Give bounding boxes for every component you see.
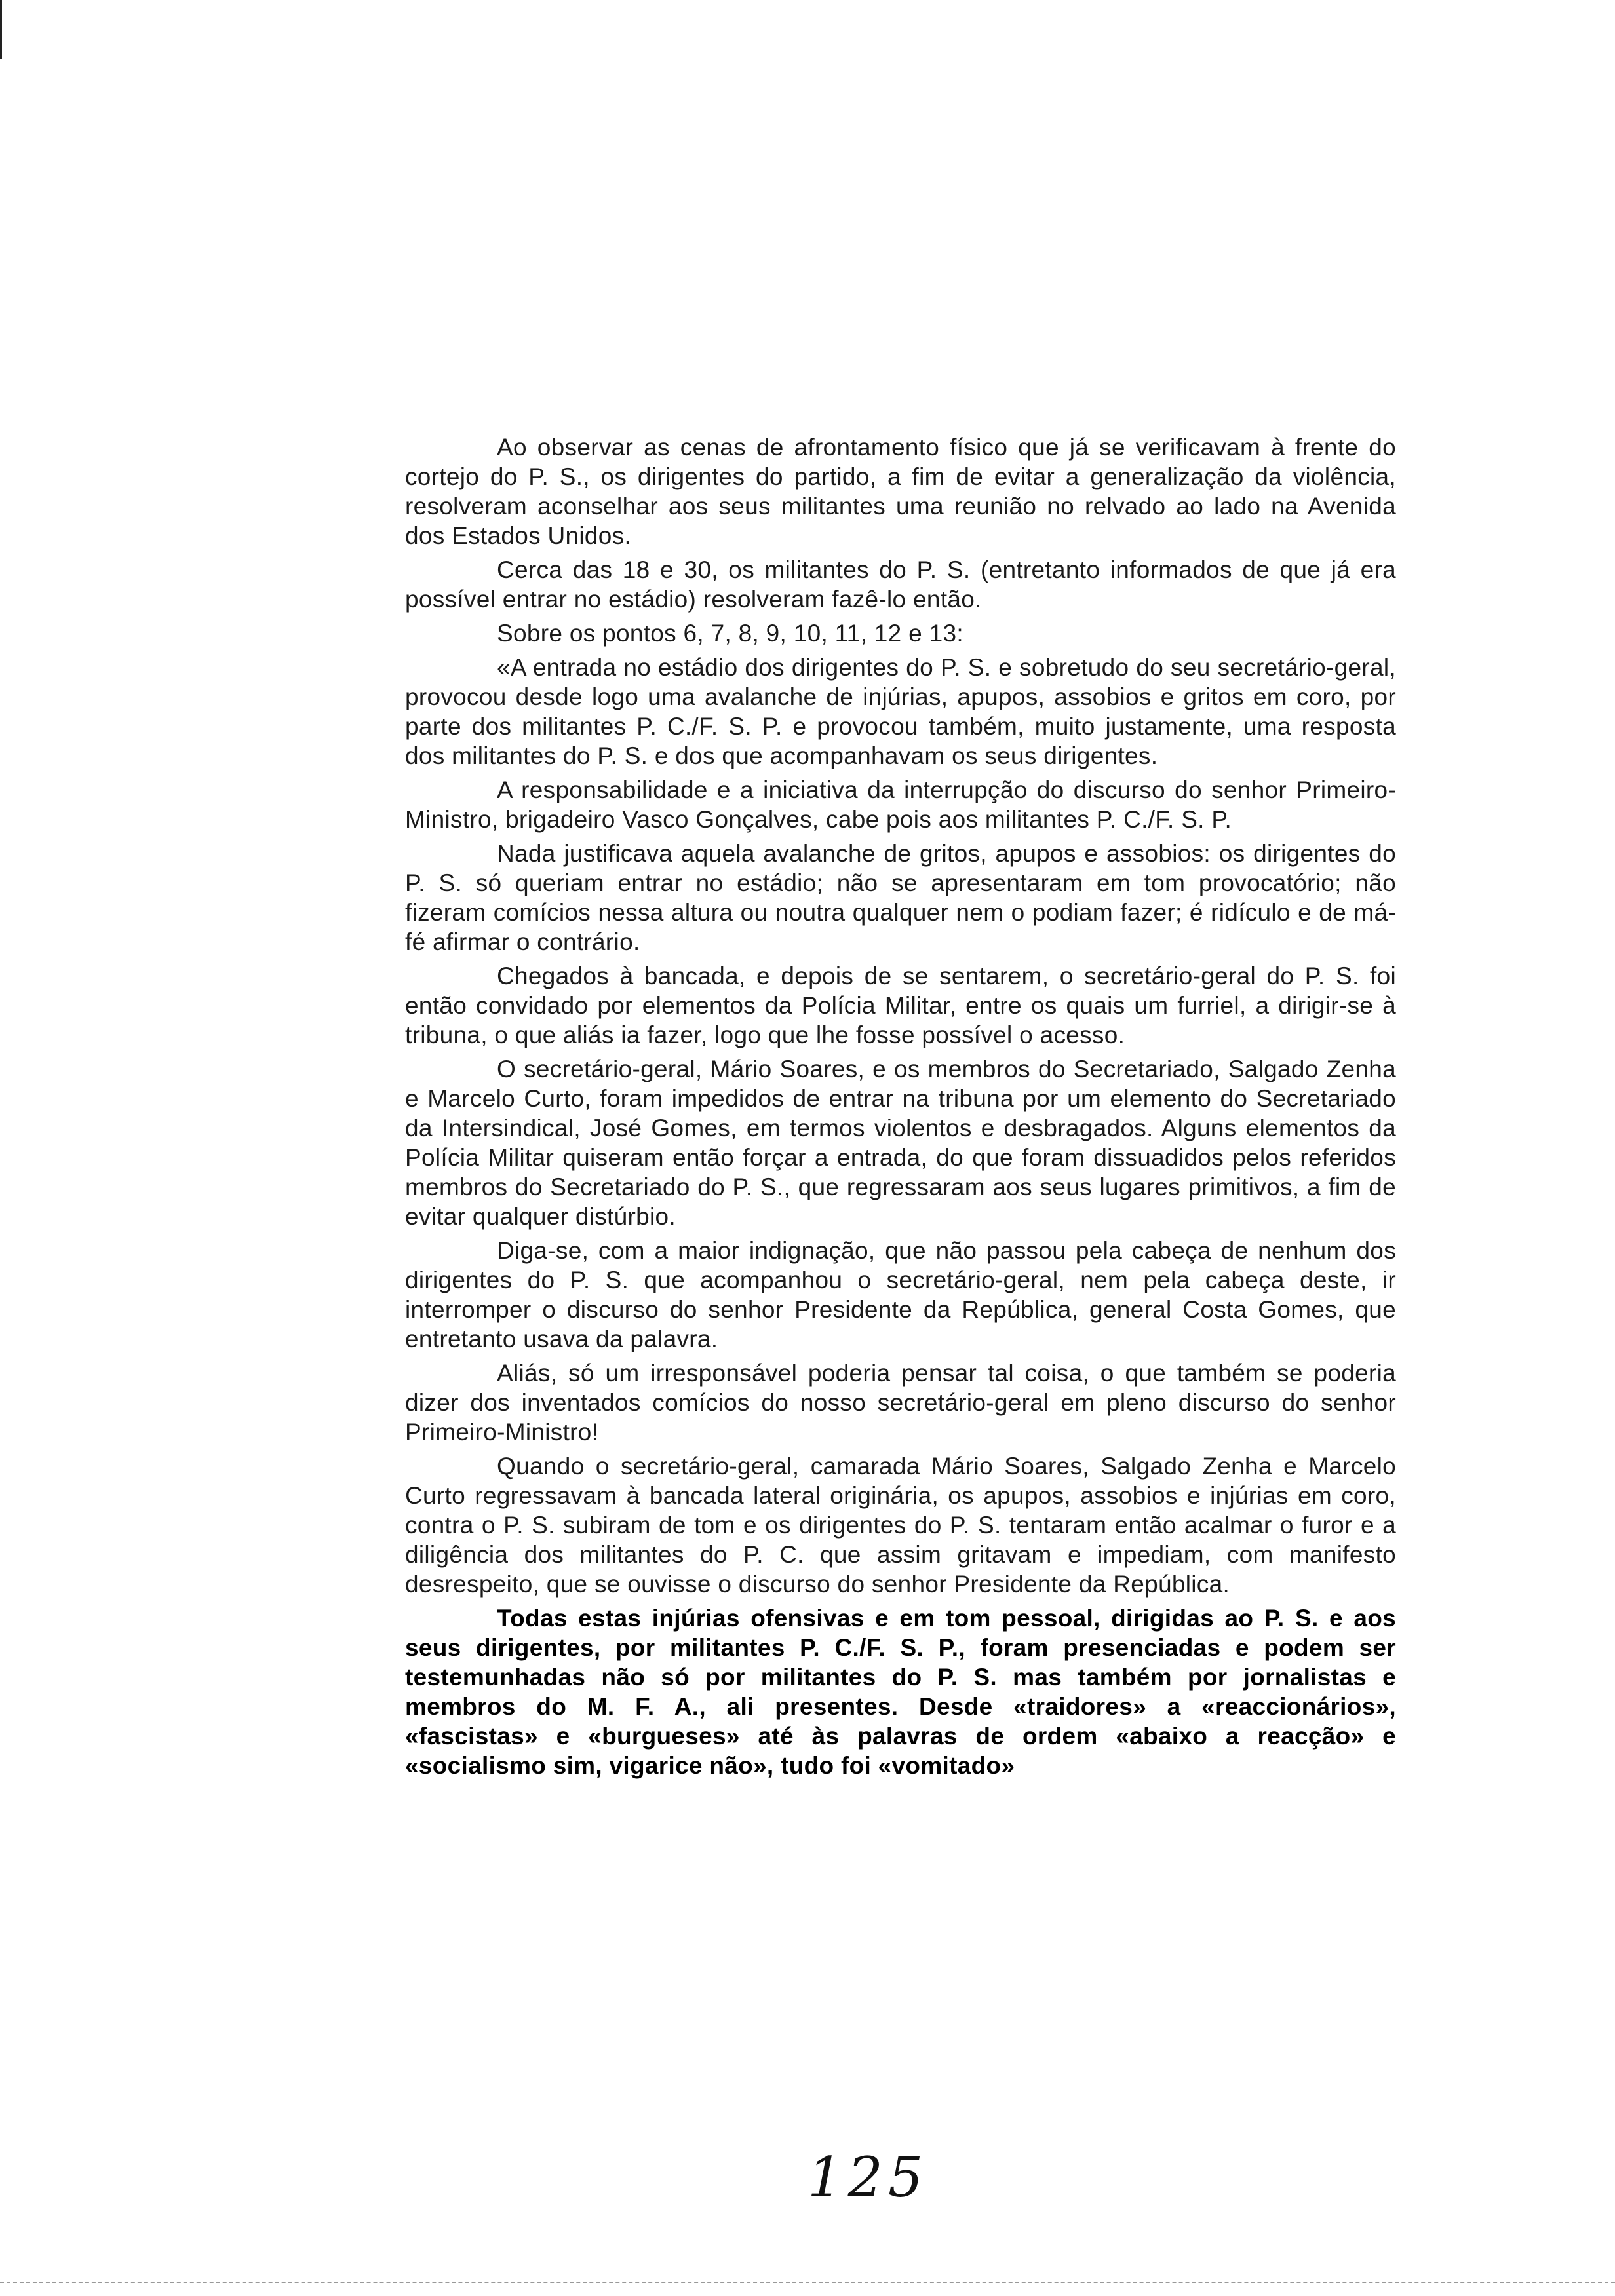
paragraph: A responsabilidade e a iniciativa da interrupção do discurso do senhor Primeiro-Ministro, brigadeiro Vasco Gonçalves, cabe pois aos militantes P. C./F. S. P. bbox=[405, 776, 1396, 833]
paragraph: Aliás, só um irresponsável poderia pensar tal coisa, o que também se poderia dizer dos inventados comícios do nosso secretário-geral em pleno discurso do senhor Primeiro-Ministro! bbox=[405, 1360, 1396, 1445]
paragraph: Todas estas injúrias ofensivas e em tom pessoal, dirigidas ao P. S. e aos seus dirigentes, por militantes P. C./F. S. P., foram presenciadas e podem ser testemunhadas não só por militantes do P. S. mas também por jornalistas e membros do M. F. A., ali presentes. Desde «traidores» a «reaccionários», «fascistas» e «burgueses» até às palavras de ordem «abaixo a reacção» e «socialismo sim, vigarice não», tudo foi «vomitado» bbox=[405, 1605, 1396, 1779]
paragraph: Quando o secretário-geral, camarada Mário Soares, Salgado Zenha e Marcelo Curto regressavam à bancada lateral originária, os apupos, assobios e injúrias em coro, contra o P. S. subiram de tom e os dirigentes do P. S. tentaram então acalmar o furor e a diligência dos militantes do P. C. que assim gritavam e impediam, com manifesto desrespeito, que se ouvisse o discurso do senhor Presidente da República. bbox=[405, 1453, 1396, 1598]
paragraph: Nada justificava aquela avalanche de gritos, apupos e assobios: os dirigentes do P. S. só queriam entrar no estádio; não se apresentaram em tom provocatório; não fizeram comícios nessa altura ou noutra qualquer nem o podiam fazer; é ridículo e de má-fé afirmar o contrário. bbox=[405, 840, 1396, 955]
paragraph: Diga-se, com a maior indignação, que não passou pela cabeça de nenhum dos dirigentes do P. S. que acompanhou o secretário-geral, nem pela cabeça deste, ir interromper o discurso do senhor Presidente da República, general Costa Gomes, que entretanto usava da palavra. bbox=[405, 1237, 1396, 1352]
paragraph: Ao observar as cenas de afrontamento físico que já se verificavam à frente do cortejo do P. S., os dirigentes do partido, a fim de evitar a generalização da violência, resolveram aconselhar aos seus militantes uma reunião no relvado ao lado na Avenida dos Estados Unidos. bbox=[405, 434, 1396, 549]
handwritten-page-number: 125 bbox=[808, 2145, 929, 2210]
body-text bbox=[405, 432, 1396, 1785]
bottom-scan-line bbox=[0, 2282, 1615, 2283]
paragraph: Sobre os pontos 6, 7, 8, 9, 10, 11, 12 e 13: bbox=[497, 620, 963, 647]
paragraph: Chegados à bancada, e depois de se sentarem, o secretário-geral do P. S. foi então convidado por elementos da Polícia Militar, entre os quais um furriel, a dirigir-se à tribuna, o que aliás ia fazer, logo que lhe fosse possível o acesso. bbox=[405, 963, 1396, 1048]
paragraph: Cerca das 18 e 30, os militantes do P. S. (entretanto informados de que já era possível entrar no estádio) resolveram fazê-lo então. bbox=[405, 556, 1396, 613]
scan-edge-mark bbox=[0, 0, 2, 59]
paragraph: «A entrada no estádio dos dirigentes do P. S. e sobretudo do seu secretário-geral, provocou desde logo uma avalanche de injúrias, apupos, assobios e gritos em coro, por parte dos militantes P. C./F. S. P. e provocou também, muito justamente, uma resposta dos militantes do P. S. e dos que acompanhavam os seus dirigentes. bbox=[405, 654, 1396, 769]
paragraph: O secretário-geral, Mário Soares, e os membros do Secretariado, Salgado Zenha e Marcelo Curto, foram impedidos de entrar na tribuna por um elemento do Secretariado da Intersindical, José Gomes, em termos violentos e desbragados. Alguns elementos da Polícia Militar quiseram então forçar a entrada, do que foram dissuadidos pelos referidos membros do Secretariado do P. S., que regressaram aos seus lugares primitivos, a fim de evitar qualquer distúrbio. bbox=[405, 1056, 1396, 1230]
